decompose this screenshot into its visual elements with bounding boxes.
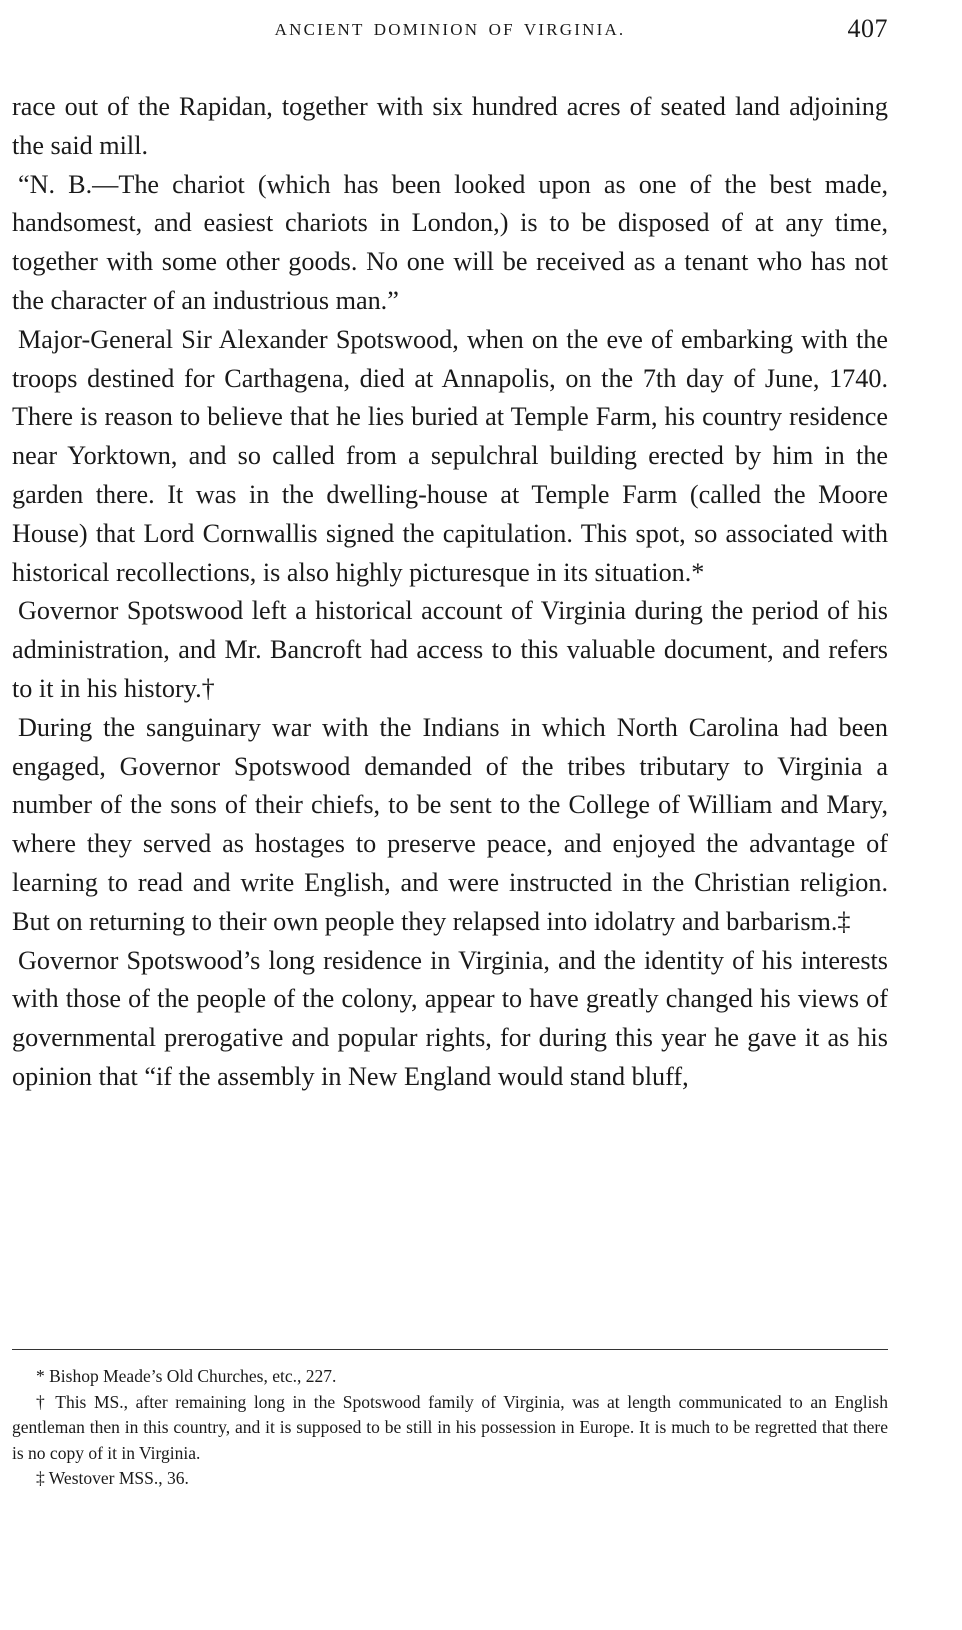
footnote-asterisk: * Bishop Meade’s Old Churches, etc., 227. [36,1366,337,1386]
footnote-double-dagger: ‡ Westover MSS., 36. [36,1468,189,1489]
running-title: ANCIENT DOMINION OF VIRGINIA. [274,20,626,39]
paragraph-advertisement-note: “N. B.—The chariot (which has been looked upon as one of the best made, handsomest, and easiest chariots in London,) is to be disposed of at any time, together with some other goods. No one will be received as a tenant who has not the character of an industrious man.” [12,169,888,315]
footnote-dagger: † This MS., after remaining long in the Spotswood family of Virginia, was at length communicated to an English gentleman then in this country, and it is supposed to be still in his possession in Europe. It is much to be regretted that there is no copy of it in Virginia. [12,1391,888,1463]
body-text [12,88,888,1097]
paragraph-continued: race out of the Rapidan, together with six hundred acres of seated land adjoining the said mill. [12,92,888,160]
book-page [12,0,888,1630]
running-head [12,14,888,50]
paragraph-historical-account: Governor Spotswood left a historical account of Virginia during the period of his administration, and Mr. Bancroft had access to this valuable document, and refers to it in his history.† [12,596,888,703]
page-number: 407 [847,14,888,43]
paragraph-indian-war: During the sanguinary war with the Indians in which North Carolina had been engaged, Governor Spotswood demanded of the tribes tributary to Virginia a number of the sons of their chiefs, to be sent to the College of William and Mary, where they served as hostages to preserve peace, and enjoyed the advantage of learning to read and write English, and were instructed in the Christian religion. But on returning to their own people they relapsed into idolatry and barbarism.‡ [12,712,888,936]
footnote-divider [12,1349,888,1350]
footnotes [12,1364,888,1492]
paragraph-spotswood-death: Major-General Sir Alexander Spotswood, when on the eve of embarking with the troops destined for Carthagena, died at Annapolis, on the 7th day of June, 1740. There is reason to believe that he lies buried at Temple Farm, his country residence near Yorktown, and so called from a sepulchral building erected by him in the garden there. It was in the dwelling-house at Temple Farm (called the Moore House) that Lord Cornwallis signed the capitulation. This spot, so associated with historical recollections, is also highly picturesque in its situation.* [12,324,888,587]
paragraph-residence: Governor Spotswood’s long residence in Virginia, and the identity of his interests with those of the people of the colony, appear to have greatly changed his views of governmental prerogative and popular rights, for during this year he gave it as his opinion that “if the assembly in New England would stand bluff, [12,945,888,1091]
